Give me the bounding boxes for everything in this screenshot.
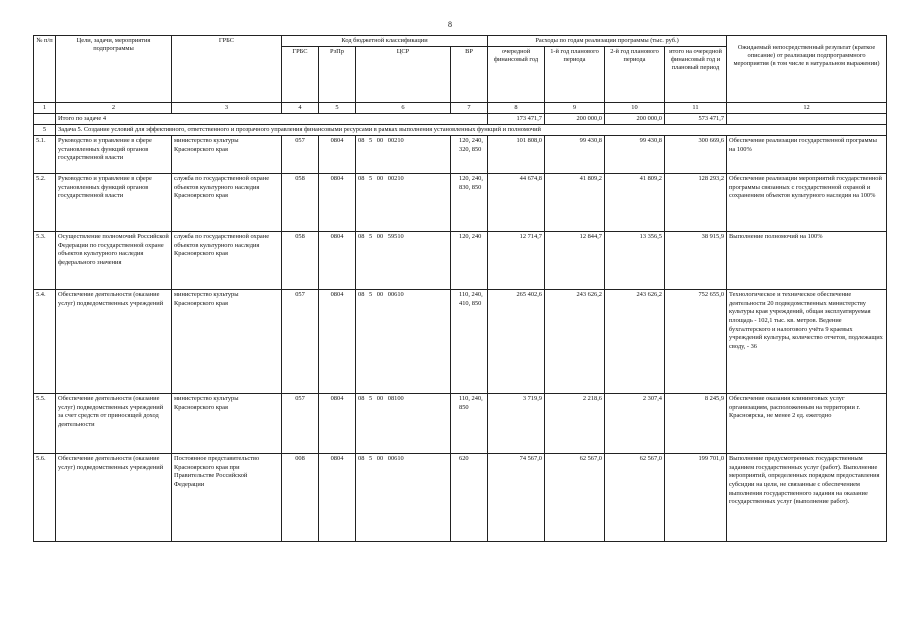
header-total: итого на очередной финансовый год и плановый период	[665, 47, 727, 103]
row-grbs-code: 058	[282, 174, 319, 232]
column-number: 4	[282, 103, 319, 114]
task5-text: Задача 5. Создание условий для эффективного, ответственного и прозрачного управления финансовыми ресурсами в рамках выполнения установленных функций и полномочий	[56, 125, 887, 136]
table-row	[34, 454, 887, 542]
program-table	[33, 35, 887, 542]
row-name: Руководство и управление в сфере установленных функций органов государственной власти	[56, 136, 172, 174]
row-result: Обеспечение оказания клининговых услуг организациям, расположенным на территории г. Красноярска, не менее 2 ед. ежегодно	[727, 394, 887, 454]
table-row	[34, 136, 887, 174]
row-no: 5.2.	[34, 174, 56, 232]
column-number: 12	[727, 103, 887, 114]
header-year0: очередной финансовый год	[488, 47, 545, 103]
total-task4-year0: 173 471,7	[488, 114, 545, 125]
header-csr: ЦСР	[356, 47, 451, 103]
total-task4-year1: 200 000,0	[545, 114, 605, 125]
row-no: 5.5.	[34, 394, 56, 454]
row-result: Обеспечение реализации мероприятий государственной программы связанных с государственной охраной и сохранением объектов культурного наследия на 100%	[727, 174, 887, 232]
row-rzpr: 0804	[319, 290, 356, 394]
row-grbs: Постоянное представительство Красноярского края при Правительстве Российской Федерации	[172, 454, 282, 542]
table-row	[34, 290, 887, 394]
column-numbers-row	[34, 103, 887, 114]
column-number: 1	[34, 103, 56, 114]
row-grbs: министерство культуры Красноярского края	[172, 290, 282, 394]
column-number: 2	[56, 103, 172, 114]
row-result: Выполнение полномочий на 100%	[727, 232, 887, 290]
row-result: Обеспечение реализации государственной программы на 100%	[727, 136, 887, 174]
row-grbs-code: 008	[282, 454, 319, 542]
row-csr: 08 5 00 00210	[356, 174, 451, 232]
header-year2: 2-й год планового периода	[605, 47, 665, 103]
header-goals: Цели, задачи, мероприятия подпрограммы	[56, 36, 172, 103]
column-number: 10	[605, 103, 665, 114]
row-csr: 08 5 00 08100	[356, 394, 451, 454]
row-year2: 62 567,0	[605, 454, 665, 542]
row-grbs: служба по государственной охране объектов культурного наследия Красноярского края	[172, 232, 282, 290]
row-rzpr: 0804	[319, 232, 356, 290]
task5-row	[34, 125, 887, 136]
row-year0: 3 719,9	[488, 394, 545, 454]
row-grbs-code: 057	[282, 290, 319, 394]
row-name: Обеспечение деятельности (оказание услуг) подведомственных учреждений	[56, 290, 172, 394]
column-number: 8	[488, 103, 545, 114]
row-year1: 41 809,2	[545, 174, 605, 232]
row-vr: 110, 240, 410, 850	[451, 290, 488, 394]
row-year0: 265 402,6	[488, 290, 545, 394]
header-grbs: ГРБС	[172, 36, 282, 103]
header-row-1	[34, 36, 887, 47]
row-total: 128 293,2	[665, 174, 727, 232]
total-task4-total: 573 471,7	[665, 114, 727, 125]
row-name: Обеспечение деятельности (оказание услуг) подведомственных учреждений за счет средств от приносящей доход деятельности	[56, 394, 172, 454]
row-csr: 08 5 00 00610	[356, 290, 451, 394]
row-no: 5.6.	[34, 454, 56, 542]
row-vr: 110, 240, 850	[451, 394, 488, 454]
header-expenses-group: Расходы по годам реализации программы (тыс. руб.)	[488, 36, 727, 47]
row-year0: 74 567,0	[488, 454, 545, 542]
row-year2: 243 626,2	[605, 290, 665, 394]
row-total: 752 655,0	[665, 290, 727, 394]
row-name: Осуществление полномочий Российской Федерации по государственной охране объектов культурного наследия федерального значения	[56, 232, 172, 290]
row-csr: 08 5 00 00610	[356, 454, 451, 542]
row-rzpr: 0804	[319, 136, 356, 174]
row-grbs: министерство культуры Красноярского края	[172, 394, 282, 454]
total-task4-label: Итого по задаче 4	[56, 114, 488, 125]
header-grbs-code: ГРБС	[282, 47, 319, 103]
row-no: 5.1.	[34, 136, 56, 174]
total-task4-year2: 200 000,0	[605, 114, 665, 125]
row-year2: 41 809,2	[605, 174, 665, 232]
header-no: № п/п	[34, 36, 56, 103]
row-year0: 101 808,0	[488, 136, 545, 174]
row-vr: 620	[451, 454, 488, 542]
row-year0: 44 674,8	[488, 174, 545, 232]
row-grbs-code: 057	[282, 136, 319, 174]
row-grbs: министерство культуры Красноярского края	[172, 136, 282, 174]
total-task4-row	[34, 114, 887, 125]
row-year2: 99 430,8	[605, 136, 665, 174]
page-number: 8	[448, 20, 452, 29]
column-number: 5	[319, 103, 356, 114]
row-rzpr: 0804	[319, 174, 356, 232]
row-grbs-code: 058	[282, 232, 319, 290]
row-result: Выполнение предусмотренных государственным заданием государственных услуг (работ). Выполнение мероприятий, определенных порядком предоставления субсидии на цели, не связанные с обеспечением выполнения государственного задания на оказание государственных услуг (выполнение работ).	[727, 454, 887, 542]
row-year2: 13 356,5	[605, 232, 665, 290]
row-total: 199 701,0	[665, 454, 727, 542]
header-budget-code-group: Код бюджетной классификации	[282, 36, 488, 47]
row-rzpr: 0804	[319, 394, 356, 454]
row-vr: 120, 240, 830, 850	[451, 174, 488, 232]
row-year0: 12 714,7	[488, 232, 545, 290]
column-number: 9	[545, 103, 605, 114]
row-year1: 12 844,7	[545, 232, 605, 290]
row-rzpr: 0804	[319, 454, 356, 542]
column-number: 7	[451, 103, 488, 114]
row-no: 5.3.	[34, 232, 56, 290]
row-year1: 2 218,6	[545, 394, 605, 454]
row-no: 5.4.	[34, 290, 56, 394]
row-year2: 2 307,4	[605, 394, 665, 454]
table-row	[34, 394, 887, 454]
row-csr: 08 5 00 59510	[356, 232, 451, 290]
column-number: 11	[665, 103, 727, 114]
header-result: Ожидаемый непосредственный результат (краткое описание) от реализации подпрограммного мероприятия (в том числе в натуральном выражении)	[727, 36, 887, 103]
row-year1: 243 626,2	[545, 290, 605, 394]
row-name: Руководство и управление в сфере установленных функций органов государственной власти	[56, 174, 172, 232]
table-row	[34, 232, 887, 290]
row-total: 300 669,6	[665, 136, 727, 174]
column-number: 6	[356, 103, 451, 114]
row-name: Обеспечение деятельности (оказание услуг) подведомственных учреждений	[56, 454, 172, 542]
row-year1: 62 567,0	[545, 454, 605, 542]
header-year1: 1-й год планового периода	[545, 47, 605, 103]
header-rzpr: РзПр	[319, 47, 356, 103]
row-vr: 120, 240, 320, 850	[451, 136, 488, 174]
row-total: 38 915,9	[665, 232, 727, 290]
row-total: 8 245,9	[665, 394, 727, 454]
header-vr: ВР	[451, 47, 488, 103]
row-year1: 99 430,8	[545, 136, 605, 174]
row-result: Технологическое и техническое обеспечение деятельности 20 подведомственных министерству культуры края учреждений, общая эксплуатируемая площадь - 102,1 тыс. кв. метров. Ведение бухгалтерского и налогового учёта 9 краевых учреждений культуры, количество отчетов, подлежащих своду, - 36	[727, 290, 887, 394]
row-grbs-code: 057	[282, 394, 319, 454]
column-number: 3	[172, 103, 282, 114]
row-csr: 08 5 00 00210	[356, 136, 451, 174]
task5-no: 5	[34, 125, 56, 136]
table-row	[34, 174, 887, 232]
row-vr: 120, 240	[451, 232, 488, 290]
row-grbs: служба по государственной охране объектов культурного наследия Красноярского края	[172, 174, 282, 232]
